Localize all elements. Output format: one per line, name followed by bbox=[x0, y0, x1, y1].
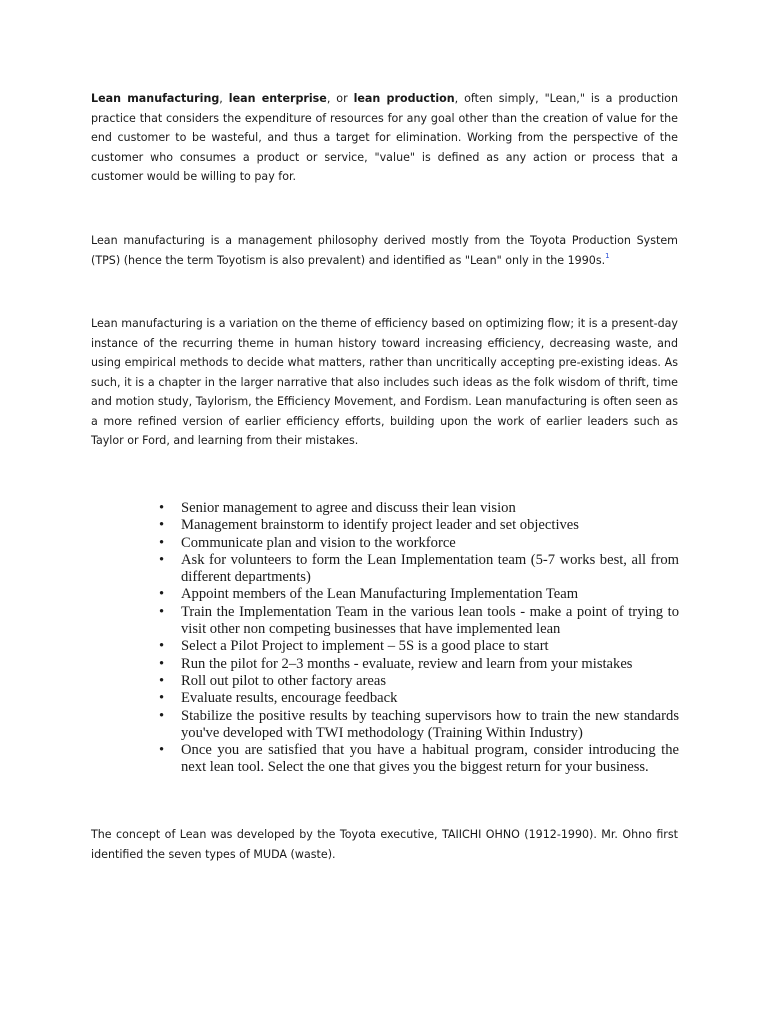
term-lean-manufacturing: Lean manufacturing bbox=[91, 92, 220, 105]
list-item: • Train the Implementation Team in the various lean tools - make a point of trying to visit other non competing businesses that have implemented lean bbox=[159, 604, 679, 639]
list-item: • Appoint members of the Lean Manufacturing Implementation Team bbox=[159, 586, 679, 603]
intro-body: , often simply, "Lean," is a production practice that considers the expenditure of resources for any goal other than the creation of value for the end customer to be wasteful, and thus a target for elimination. Working from the perspective of the customer who consumes a product or service, "value" is defined as any action or process that a customer would be willing to pay for. bbox=[91, 92, 678, 183]
footnote-link[interactable]: 1 bbox=[605, 251, 610, 260]
list-item: • Senior management to agree and discuss their lean vision bbox=[159, 500, 679, 517]
list-item: • Management brainstorm to identify project leader and set objectives bbox=[159, 517, 679, 534]
list-item: • Evaluate results, encourage feedback bbox=[159, 690, 679, 707]
term-lean-enterprise: lean enterprise bbox=[228, 92, 327, 105]
list-item: • Ask for volunteers to form the Lean Implementation team (5-7 works best, all from different departments) bbox=[159, 552, 679, 587]
implementation-steps-list bbox=[159, 500, 679, 777]
variation-paragraph: Lean manufacturing is a variation on the theme of efficiency based on optimizing flow; it is a present-day instance of the recurring theme in human history toward increasing efficiency, decreasing waste, and using empirical methods to decide what matters, rather than uncritically accepting pre-existing ideas. As such, it is a chapter in the larger narrative that also includes such ideas as the folk wisdom of thrift, time and motion study, Taylorism, the Efficiency Movement, and Fordism. Lean manufacturing is often seen as a more refined version of earlier efficiency efforts, building upon the work of earlier leaders such as Taylor or Ford, and learning from their mistakes. bbox=[91, 317, 678, 447]
list-item: • Roll out pilot to other factory areas bbox=[159, 673, 679, 690]
term-lean-production: lean production bbox=[353, 92, 455, 105]
list-item: • Stabilize the positive results by teaching supervisors how to train the new standards you've developed with TWI methodology (Training Within Industry) bbox=[159, 708, 679, 743]
list-item: • Run the pilot for 2–3 months - evaluate, review and learn from your mistakes bbox=[159, 656, 679, 673]
origin-paragraph bbox=[91, 231, 678, 270]
list-item: • Communicate plan and vision to the workforce bbox=[159, 535, 679, 552]
intro-sep-1: , bbox=[219, 92, 229, 105]
intro-sep-2: , or bbox=[326, 92, 354, 105]
intro-paragraph bbox=[91, 89, 678, 187]
concept-paragraph: The concept of Lean was developed by the Toyota executive, TAIICHI OHNO (1912-1990). Mr. Ohno first identified the seven types of MUDA (waste). bbox=[91, 828, 678, 861]
list-item: • Select a Pilot Project to implement – 5S is a good place to start bbox=[159, 638, 679, 655]
origin-text: Lean manufacturing is a management philosophy derived mostly from the Toyota Production System (TPS) (hence the term Toyotism is also prevalent) and identified as "Lean" only in the 1990s. bbox=[91, 234, 678, 267]
list-item: • Once you are satisfied that you have a habitual program, consider introducing the next lean tool. Select the one that gives you the biggest return for your business. bbox=[159, 742, 679, 777]
